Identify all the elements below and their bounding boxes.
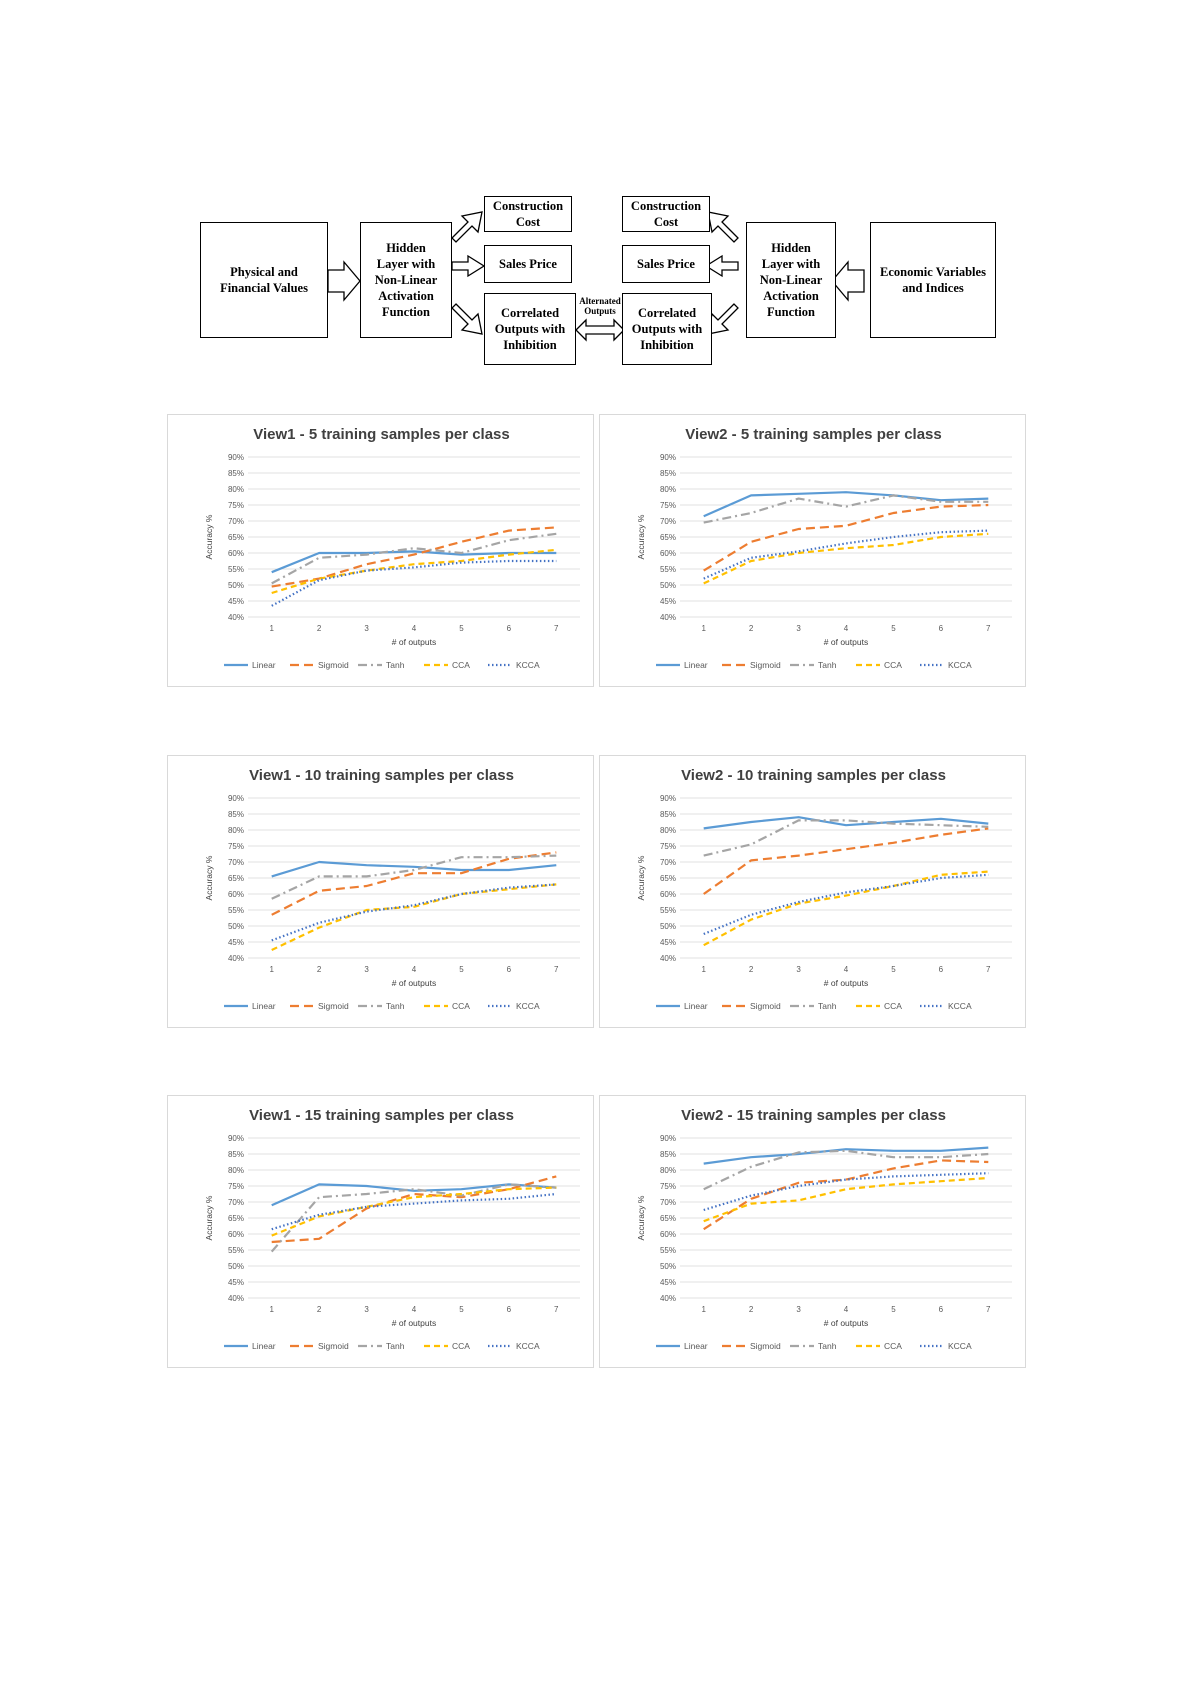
x-tick-label: 1 [701,965,706,974]
y-tick-label: 55% [659,1246,676,1255]
arrow-left-icon [706,256,738,276]
y-tick-label: 60% [227,549,244,558]
chart-title: View2 - 15 training samples per class [681,1107,946,1124]
legend-label-sigmoid: Sigmoid [750,1341,781,1351]
legend-label-kcca: KCCA [516,1001,540,1011]
alternated-outputs-label: Alternated Outputs [579,296,621,316]
y-tick-label: 55% [227,1246,244,1255]
y-tick-label: 45% [227,938,244,947]
output-correlated-left: Correlated Outputs with Inhibition [484,293,576,365]
x-tick-label: 2 [748,965,754,974]
y-tick-label: 40% [227,954,244,963]
y-tick-label: 60% [227,890,244,899]
legend-label-linear: Linear [684,660,708,670]
y-axis-label: Accuracy % [204,855,214,901]
legend-label-linear: Linear [684,1341,708,1351]
series-line-cca [704,1178,989,1221]
y-tick-label: 55% [227,906,244,915]
y-tick-label: 50% [659,1262,676,1271]
legend-label-sigmoid: Sigmoid [318,660,349,670]
x-tick-label: 3 [364,965,369,974]
legend-label-kcca: KCCA [948,1001,972,1011]
y-tick-label: 65% [227,874,244,883]
legend-label-sigmoid: Sigmoid [750,660,781,670]
y-axis-label: Accuracy % [204,514,214,560]
y-tick-label: 60% [227,1230,244,1239]
x-tick-label: 4 [411,1305,417,1314]
y-tick-label: 90% [659,1134,676,1143]
y-tick-label: 70% [659,858,676,867]
y-tick-label: 50% [227,1262,244,1271]
y-tick-label: 45% [659,597,676,606]
y-tick-label: 90% [227,1134,244,1143]
x-tick-label: 7 [554,965,559,974]
y-tick-label: 75% [659,842,676,851]
chart-svg [600,756,1027,1029]
x-tick-label: 4 [843,624,849,633]
y-tick-label: 65% [659,1214,676,1223]
legend-label-linear: Linear [252,1341,276,1351]
y-tick-label: 85% [227,469,244,478]
x-axis-label: # of outputs [391,1318,437,1328]
output-sales-price-left: Sales Price [484,245,572,283]
y-axis-label: Accuracy % [636,514,646,560]
x-tick-label: 1 [701,1305,706,1314]
series-line-kcca [272,1194,557,1229]
chart-title: View1 - 5 training samples per class [253,426,510,443]
y-tick-label: 90% [659,453,676,462]
y-tick-label: 70% [227,517,244,526]
y-tick-label: 70% [227,1198,244,1207]
y-tick-label: 45% [227,597,244,606]
x-tick-label: 5 [891,965,896,974]
series-line-cca [704,872,989,946]
y-tick-label: 60% [659,549,676,558]
chart-title: View1 - 10 training samples per class [249,767,514,784]
y-tick-label: 45% [227,1278,244,1287]
x-tick-label: 5 [459,1305,464,1314]
arrow-up-left-icon [708,212,738,242]
x-tick-label: 3 [364,1305,369,1314]
chart-svg [600,415,1027,688]
x-tick-label: 4 [411,624,417,633]
y-tick-label: 45% [659,938,676,947]
x-tick-label: 1 [269,1305,274,1314]
output-sales-price-right: Sales Price [622,245,710,283]
output-correlated-right: Correlated Outputs with Inhibition [622,293,712,365]
y-tick-label: 90% [659,794,676,803]
y-tick-label: 40% [227,1294,244,1303]
y-tick-label: 70% [659,1198,676,1207]
y-tick-label: 80% [659,1166,676,1175]
legend-label-linear: Linear [684,1001,708,1011]
y-tick-label: 75% [227,501,244,510]
legend-label-tanh: Tanh [386,1341,405,1351]
series-line-kcca [704,875,989,934]
arrow-left-icon [832,262,864,300]
legend-label-cca: CCA [884,660,902,670]
x-tick-label: 7 [986,1305,991,1314]
x-tick-label: 6 [938,1305,944,1314]
legend-label-cca: CCA [452,660,470,670]
legend-label-tanh: Tanh [386,1001,405,1011]
arrow-down-left-icon [708,304,738,334]
output-construction-cost-right: Construction Cost [622,196,710,232]
legend-label-cca: CCA [452,1001,470,1011]
y-tick-label: 80% [227,1166,244,1175]
arrow-down-right-icon [452,304,482,334]
chart-title: View2 - 5 training samples per class [685,426,942,443]
legend-label-kcca: KCCA [516,660,540,670]
x-axis-label: # of outputs [823,1318,869,1328]
x-tick-label: 1 [269,624,274,633]
chart-svg [168,415,595,688]
y-tick-label: 75% [227,1182,244,1191]
series-line-linear [704,817,989,828]
x-tick-label: 7 [986,624,991,633]
x-axis-label: # of outputs [391,978,437,988]
legend-label-tanh: Tanh [386,660,405,670]
y-tick-label: 85% [659,810,676,819]
x-tick-label: 1 [269,965,274,974]
x-tick-label: 4 [411,965,417,974]
chart-view2-5 [599,414,1026,687]
x-tick-label: 5 [891,624,896,633]
x-tick-label: 7 [986,965,991,974]
series-line-kcca [272,561,557,606]
hidden-layer-left-box: Hidden Layer with Non-Linear Activation Function [360,222,452,338]
y-tick-label: 60% [659,890,676,899]
legend-label-kcca: KCCA [516,1341,540,1351]
chart-view1-5 [167,414,594,687]
y-tick-label: 75% [659,1182,676,1191]
x-tick-label: 1 [701,624,706,633]
y-tick-label: 50% [227,922,244,931]
x-tick-label: 6 [506,1305,512,1314]
y-tick-label: 50% [659,581,676,590]
x-tick-label: 3 [796,1305,801,1314]
y-tick-label: 40% [659,1294,676,1303]
arrow-right-icon [452,256,484,276]
x-tick-label: 5 [891,1305,896,1314]
hidden-layer-right-box: Hidden Layer with Non-Linear Activation Function [746,222,836,338]
legend-label-cca: CCA [452,1341,470,1351]
legend-label-kcca: KCCA [948,1341,972,1351]
x-tick-label: 6 [506,965,512,974]
chart-svg [168,756,595,1029]
chart-svg [168,1096,595,1369]
double-arrow-icon [576,320,624,340]
x-tick-label: 5 [459,965,464,974]
legend-label-tanh: Tanh [818,660,837,670]
legend-label-tanh: Tanh [818,1001,837,1011]
series-line-cca [272,550,557,593]
y-tick-label: 45% [659,1278,676,1287]
legend-label-linear: Linear [252,1001,276,1011]
y-tick-label: 40% [659,613,676,622]
y-tick-label: 55% [659,565,676,574]
chart-svg [600,1096,1027,1369]
x-tick-label: 3 [364,624,369,633]
y-tick-label: 40% [227,613,244,622]
arrow-up-right-icon [452,212,482,242]
x-tick-label: 5 [459,624,464,633]
y-tick-label: 75% [659,501,676,510]
y-tick-label: 70% [227,858,244,867]
series-line-linear [704,492,989,516]
y-tick-label: 70% [659,517,676,526]
series-line-sigmoid [704,828,989,894]
x-axis-label: # of outputs [823,637,869,647]
x-tick-label: 2 [748,624,754,633]
y-tick-label: 85% [659,469,676,478]
y-tick-label: 65% [659,874,676,883]
output-construction-cost-left: Construction Cost [484,196,572,232]
series-line-kcca [704,531,989,579]
y-tick-label: 40% [659,954,676,963]
x-axis-label: # of outputs [823,978,869,988]
input-economic-variables-box: Economic Variables and Indices [870,222,996,338]
x-tick-label: 2 [748,1305,754,1314]
series-line-tanh [272,534,557,584]
input-physical-financial-box: Physical and Financial Values [200,222,328,338]
y-tick-label: 50% [227,581,244,590]
y-tick-label: 60% [659,1230,676,1239]
chart-view1-15 [167,1095,594,1368]
legend-label-sigmoid: Sigmoid [750,1001,781,1011]
y-tick-label: 85% [227,810,244,819]
chart-view1-10 [167,755,594,1028]
y-tick-label: 65% [227,1214,244,1223]
chart-view2-15 [599,1095,1026,1368]
x-tick-label: 2 [316,1305,322,1314]
y-tick-label: 55% [659,906,676,915]
x-tick-label: 6 [506,624,512,633]
arrow-right-icon [328,262,360,300]
y-tick-label: 80% [227,485,244,494]
y-axis-label: Accuracy % [636,855,646,901]
legend-label-sigmoid: Sigmoid [318,1341,349,1351]
x-axis-label: # of outputs [391,637,437,647]
y-tick-label: 85% [227,1150,244,1159]
legend-label-linear: Linear [252,660,276,670]
series-line-cca [272,1188,557,1236]
legend-label-tanh: Tanh [818,1341,837,1351]
x-tick-label: 4 [843,965,849,974]
x-tick-label: 3 [796,624,801,633]
x-tick-label: 4 [843,1305,849,1314]
y-tick-label: 85% [659,1150,676,1159]
legend-label-sigmoid: Sigmoid [318,1001,349,1011]
x-tick-label: 7 [554,624,559,633]
y-axis-label: Accuracy % [636,1195,646,1241]
series-line-sigmoid [704,1160,989,1229]
y-tick-label: 80% [659,485,676,494]
y-tick-label: 65% [227,533,244,542]
y-tick-label: 75% [227,842,244,851]
y-tick-label: 55% [227,565,244,574]
chart-title: View1 - 15 training samples per class [249,1107,514,1124]
x-tick-label: 6 [938,624,944,633]
legend-label-kcca: KCCA [948,660,972,670]
y-tick-label: 90% [227,453,244,462]
legend-label-cca: CCA [884,1341,902,1351]
y-tick-label: 65% [659,533,676,542]
x-tick-label: 2 [316,624,322,633]
series-line-sigmoid [272,527,557,586]
y-axis-label: Accuracy % [204,1195,214,1241]
chart-title: View2 - 10 training samples per class [681,767,946,784]
legend-label-cca: CCA [884,1001,902,1011]
y-tick-label: 50% [659,922,676,931]
x-tick-label: 7 [554,1305,559,1314]
y-tick-label: 80% [227,826,244,835]
diagram-arrows [0,0,1191,400]
y-tick-label: 90% [227,794,244,803]
y-tick-label: 80% [659,826,676,835]
x-tick-label: 3 [796,965,801,974]
series-line-cca [704,534,989,584]
x-tick-label: 2 [316,965,322,974]
chart-view2-10 [599,755,1026,1028]
x-tick-label: 6 [938,965,944,974]
